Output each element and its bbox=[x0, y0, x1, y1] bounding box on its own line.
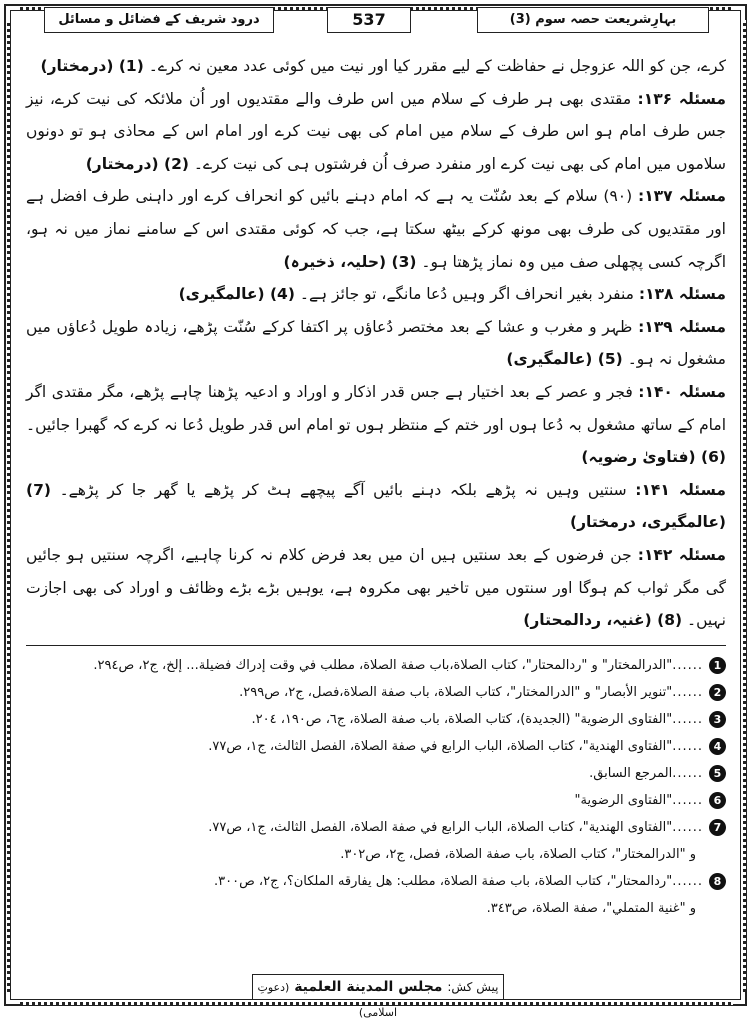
ref-3: (3) (حلیہ، ذخیرہ) bbox=[283, 252, 417, 271]
masala-138: مسئلہ ۱۳۸: منفرد بغیر انحراف اگر وہیں دُعا مانگے، تو جائز ہے۔ (4) (عالمگیری) bbox=[178, 285, 726, 304]
page-number: 537 bbox=[327, 7, 411, 33]
footnote-item: 3 ...... "الفتاوى الرضوية" (الجديدة)، كتاب الصلاة، باب صفة الصلاة، ج٦، ص١٩٠، ٢٠٤. bbox=[26, 706, 726, 733]
footnote-text: "الفتاوى الرضوية" bbox=[574, 793, 673, 808]
footnote-text: و "غنية المتملي"، صفة الصلاة، ص٣٤٣. bbox=[486, 901, 696, 916]
masala-label: مسئلہ ۱۴۰: bbox=[638, 382, 726, 401]
masala-137: مسئلہ ۱۳۷: (۹۰) سلام کے بعد سُنّت یہ ہے کہ امام دہنے بائیں کو انحراف کرے اور داہنی طرف افضل ہے اور مقتدیوں کی طرف بھی مونھ کرکے بیٹھ سکتا ہے، جب کہ کوئی مقتدی اس کے سامنے نماز میں نہ ہو، اگرچہ کسی پچھلی صف میں وہ نماز پڑھتا ہو۔ (3) (حلیہ، ذخیرہ) bbox=[26, 187, 726, 271]
footnote-number: 7 bbox=[709, 819, 726, 836]
masala-136: مسئلہ ۱۳۶: مقتدی بھی ہر طرف کے سلام میں اس طرف والے مقتدیوں اور اُن ملائکہ کی نیت کرے، نیز جس طرف امام ہو اس طرف کے سلام میں امام کی بھی نیت کرے اور امام اس کے محاذی ہو تو دونوں سلاموں میں امام کی بھی نیت کرے اور منفرد صرف اُن فرشتوں ہی کی نیت کرے۔ (2) (درمختار) bbox=[26, 89, 726, 173]
ref-5: (5) (عالمگیری) bbox=[506, 350, 623, 369]
footnote-item: 7 ...... "الفتاوى الهندية"، كتاب الصلاة، الباب الرابع في صفة الصلاة، الفصل الثالث، ج١، ص٧٧. bbox=[26, 814, 726, 841]
masala-141: مسئلہ ۱۴۱: سنتیں وہیں نہ پڑھے بلکہ دہنے بائیں آگے پیچھے ہٹ کر پڑھے یا گھر جا کر پڑھے۔ (7) (عالمگیری، درمختار) bbox=[26, 480, 726, 532]
footnote-number: 3 bbox=[709, 711, 726, 728]
footnote-text: "الفتاوى الهندية"، كتاب الصلاة، الباب الرابع في صفة الصلاة، الفصل الثالث، ج١، ص٧٧. bbox=[208, 820, 673, 835]
footnote-continuation bbox=[26, 895, 726, 922]
masala-label: مسئلہ ۱۴۱: bbox=[635, 480, 726, 499]
footnote-number: 6 bbox=[709, 792, 726, 809]
footnote-divider bbox=[26, 645, 726, 646]
publisher-org: (دعوتِ اسلامی) bbox=[257, 981, 398, 1019]
masala-140: مسئلہ ۱۴۰: فجر و عصر کے بعد اختیار ہے جس قدر اذکار و اوراد و ادعیہ پڑھنا چاہے پڑھے، مگر مقتدی اگر امام کے ساتھ مشغول بہ دُعا ہوں اور ختم کے منتظر ہوں تو امام اس قدر طویل دُعا نہ کرے کہ گھبرا جائیں۔ (6) (فتاویٰ رضویہ) bbox=[26, 382, 726, 467]
footnote-text: "الدرالمختار" و "ردالمحتار"، كتاب الصلاة،باب صفة الصلاة، مطلب في وقت إدراك فضيلة... إلخ، ج٢، ص٢٩٤. bbox=[93, 658, 673, 673]
presented-by-label: پیش کش: bbox=[447, 980, 499, 994]
border-chain-right bbox=[743, 20, 746, 992]
footnote-number: 8 bbox=[709, 873, 726, 890]
footnote-item: 4 ...... "الفتاوى الهندية"، كتاب الصلاة، الباب الرابع في صفة الصلاة، الفصل الثالث، ج١، ص٧٧. bbox=[26, 733, 726, 760]
footnote-item: 6 ...... "الفتاوى الرضوية" bbox=[26, 787, 726, 814]
footnotes bbox=[26, 652, 726, 922]
footnote-number: 5 bbox=[709, 765, 726, 782]
footnote-text: المرجع السابق. bbox=[589, 766, 673, 781]
book-title: بہارِشریعت حصہ سوم (3) bbox=[477, 7, 709, 33]
masala-142: مسئلہ ۱۴۲: جن فرضوں کے بعد سنتیں ہیں ان میں بعد فرض کلام نہ کرنا چاہیے، اگرچہ سنتیں ہو جائیں گی مگر ثواب کم ہوگا اور سنتوں میں تاخیر بھی مکروہ ہے، یوہیں بڑے بڑے وظائف و اوراد کی بھی اجازت نہیں۔ (8) (غنیہ، ردالمحتار) bbox=[26, 545, 726, 630]
masala-label: مسئلہ ۱۳۷: bbox=[638, 187, 726, 206]
footnote-item: 5 ...... المرجع السابق. bbox=[26, 760, 726, 787]
publisher-bar bbox=[252, 974, 504, 1019]
footnote-text: "الفتاوى الرضوية" (الجديدة)، كتاب الصلاة، باب صفة الصلاة، ج٦، ص١٩٠، ٢٠٤. bbox=[251, 712, 673, 727]
footnote-item: 2 ...... "تنوير الأبصار" و "الدرالمختار"، كتاب الصلاة، باب صفة الصلاة،فصل، ج٢، ص٢٩٩. bbox=[26, 679, 726, 706]
ref-4: (4) (عالمگیری) bbox=[178, 285, 295, 304]
ref-1: (1) (درمختار) bbox=[40, 57, 144, 75]
ref-7: (7) (عالمگیری، درمختار) bbox=[26, 480, 726, 532]
footnote-item: 8 ...... "ردالمحتار"، كتاب الصلاة، باب صفة الصلاة، مطلب: هل يفارقه الملكان؟، ج٢، ص٣٠٠. bbox=[26, 868, 726, 895]
footnote-number: 1 bbox=[709, 657, 726, 674]
masala-label: مسئلہ ۱۳۹: bbox=[638, 317, 726, 336]
main-text bbox=[26, 50, 726, 637]
paragraph-intro: کرے، جن کو اللہ عزوجل نے حفاظت کے لیے مقرر کیا اور نیت میں کوئی عدد معین نہ کرے۔ (1) (درمختار) bbox=[40, 57, 726, 75]
footnote-text: و "الدرالمختار"، كتاب الصلاة، باب صفة الصلاة، فصل، ج٢، ص٣٠٢. bbox=[340, 847, 696, 862]
masala-label: مسئلہ ۱۴۲: bbox=[637, 545, 726, 564]
footnote-number: 4 bbox=[709, 738, 726, 755]
footnote-continuation bbox=[26, 841, 726, 868]
footnote-number: 2 bbox=[709, 684, 726, 701]
masala-label: مسئلہ ۱۳۸: bbox=[638, 285, 726, 304]
ref-8: (8) (غنیہ، ردالمحتار) bbox=[523, 611, 683, 630]
footnote-item: 1 ...... "الدرالمختار" و "ردالمحتار"، كتاب الصلاة،باب صفة الصلاة، مطلب في وقت إدراك فضيلة... إلخ، ج٢، ص٢٩٤. bbox=[26, 652, 726, 679]
publisher-name: مجلس المدینة العلمیة bbox=[294, 979, 443, 995]
page-header bbox=[44, 7, 709, 33]
footnote-text: "الفتاوى الهندية"، كتاب الصلاة، الباب الرابع في صفة الصلاة، الفصل الثالث، ج١، ص٧٧. bbox=[208, 739, 673, 754]
footnote-text: "تنوير الأبصار" و "الدرالمختار"، كتاب الصلاة، باب صفة الصلاة،فصل، ج٢، ص٢٩٩. bbox=[239, 685, 673, 700]
chapter-title: درود شریف کے فضائل و مسائل bbox=[44, 7, 274, 33]
footnote-text: "ردالمحتار"، كتاب الصلاة، باب صفة الصلاة، مطلب: هل يفارقه الملكان؟، ج٢، ص٣٠٠. bbox=[213, 874, 673, 889]
ref-2: (2) (درمختار) bbox=[85, 154, 189, 173]
ref-6: (6) (فتاویٰ رضویہ) bbox=[581, 448, 726, 467]
masala-139: مسئلہ ۱۳۹: ظہر و مغرب و عشا کے بعد مختصر دُعاؤں پر اکتفا کرکے سُنّت پڑھے، زیادہ طویل دُعاؤں میں مشغول نہ ہو۔ (5) (عالمگیری) bbox=[26, 317, 726, 369]
border-chain-left bbox=[7, 20, 10, 992]
masala-label: مسئلہ ۱۳۶: bbox=[637, 89, 726, 108]
